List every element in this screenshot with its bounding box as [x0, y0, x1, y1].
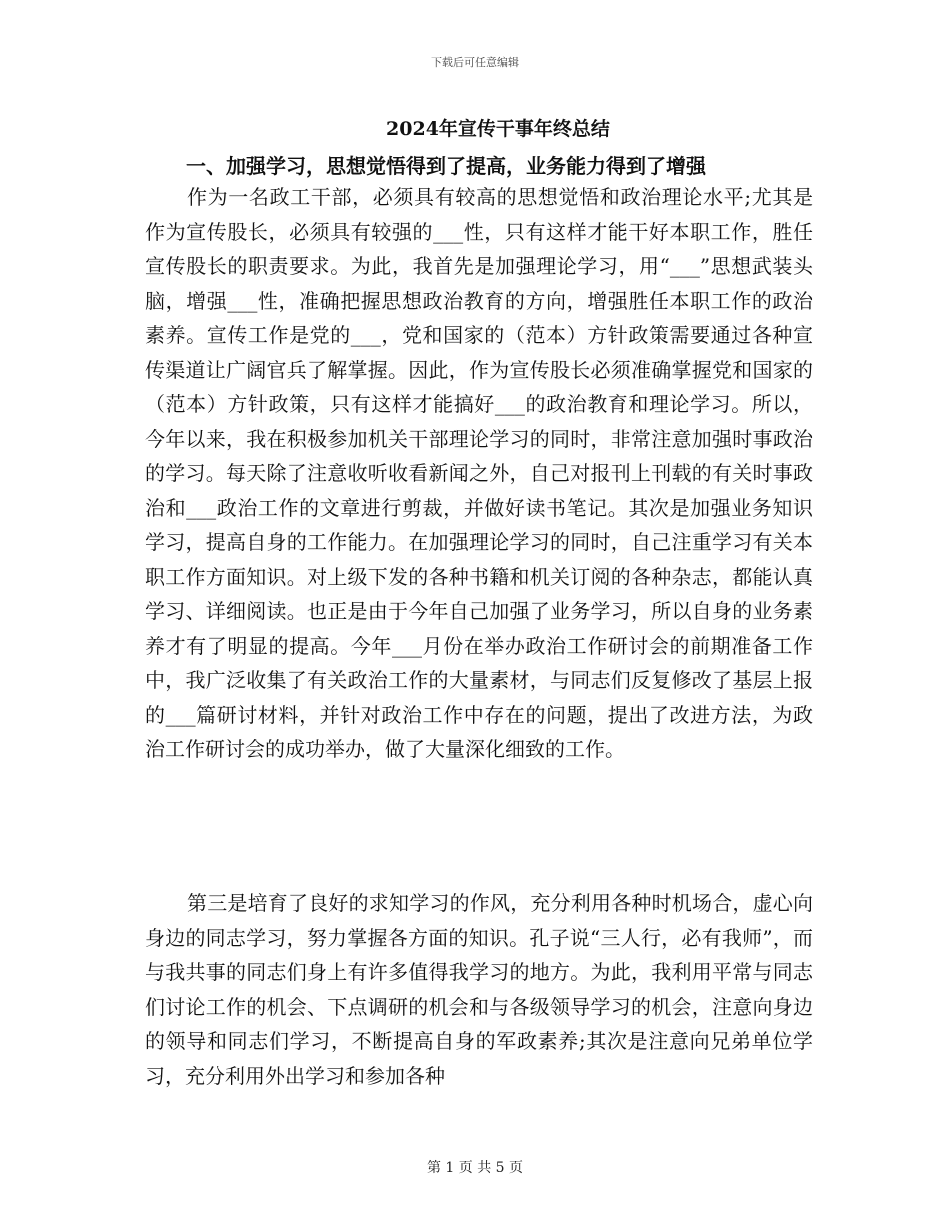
section-heading: 一、加强学习，思想觉悟得到了提高，业务能力得到了增强	[186, 154, 706, 178]
document-title: 2024年宣传干事年终总结	[386, 118, 610, 140]
body-paragraph-2: 第三是培育了良好的求知学习的作风，充分利用各种时机场合，虚心向身边的同志学习，努力掌握各方面的知识。孔子说“三人行，必有我师”，而与我共事的同志们身上有许多值得我学习的地方。为此，我利用平常与同志们讨论工作的机会、下点调研的机会和与各级领导学习的机会，注意向身边的领导和同志们学习，不断提高自身的军政素养;其次是注意向兄弟单位学习，充分利用外出学习和参加各种	[145, 891, 813, 1088]
page-header-note: 下载后可任意编辑	[431, 56, 519, 69]
page-number: 第 1 页 共 5 页	[426, 1160, 524, 1176]
body-paragraph-1: 作为一名政工干部，必须具有较高的思想觉悟和政治理论水平;尤其是作为宣传股长，必须具有较强的___性，只有这样才能干好本职工作，胜任宣传股长的职责要求。为此，我首先是加强理论学习，用“___”思想武装头脑，增强___性，准确把握思想政治教育的方向，增强胜任本职工作的政治素养。宣传工作是党的___，党和国家的（范本）方针政策需要通过各种宣传渠道让广阔官兵了解掌握。因此，作为宣传股长必须准确掌握党和国家的（范本）方针政策，只有这样才能搞好___的政治教育和理论学习。所以，今年以来，我在积极参加机关干部理论学习的同时，非常注意加强时事政治的学习。每天除了注意收听收看新闻之外，自己对报刊上刊载的有关时事政治和___政治工作的文章进行剪裁，并做好读书笔记。其次是加强业务知识学习，提高自身的工作能力。在加强理论学习的同时，自己注重学习有关本职工作方面知识。对上级下发的各种书籍和机关订阅的各种杂志，都能认真学习、详细阅读。也正是由于今年自己加强了业务学习，所以自身的业务素养才有了明显的提高。今年___月份在举办政治工作研讨会的前期准备工作中，我广泛收集了有关政治工作的大量素材，与同志们反复修改了基层上报的___篇研讨材料，并针对政治工作中存在的问题，提出了改进方法，为政治工作研讨会的成功举办，做了大量深化细致的工作。	[145, 185, 813, 761]
